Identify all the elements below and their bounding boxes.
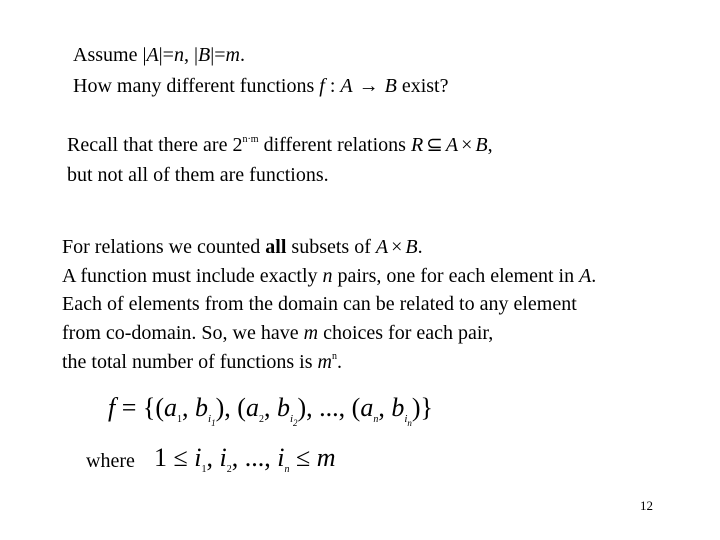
text: from co-domain. So, we have — [62, 322, 304, 344]
var-i: i — [208, 413, 212, 425]
text: ), ( — [215, 393, 246, 422]
subscript: 2 — [226, 464, 232, 475]
intro-line-1 — [73, 41, 245, 69]
subset-symbol: ⊆ — [426, 134, 443, 156]
var-b: b — [195, 393, 209, 422]
explain-line-1 — [62, 233, 423, 261]
text: . — [239, 44, 245, 66]
text: )} — [411, 393, 434, 422]
var-A: A — [445, 134, 459, 156]
emphasis: all — [265, 236, 287, 258]
text: , — [182, 393, 196, 422]
text: the total number of functions is — [62, 351, 318, 373]
var-i: i — [219, 443, 227, 472]
var-B: B — [405, 236, 418, 258]
text: pairs, one for each element in — [332, 265, 580, 287]
var-i: i — [194, 443, 202, 472]
text: , — [263, 393, 277, 422]
subscript — [404, 413, 412, 428]
text: |= — [210, 44, 226, 66]
var-f: f — [319, 75, 325, 97]
text: Assume | — [73, 44, 147, 66]
text: Recall that there are 2 — [67, 134, 243, 156]
var-i: i — [277, 443, 285, 472]
text: where — [86, 450, 135, 472]
text: different relations — [258, 134, 411, 156]
subscript: n — [373, 414, 379, 425]
var-A: A — [340, 75, 353, 97]
var-a: a — [245, 393, 259, 422]
var-A: A — [579, 265, 592, 287]
function-formula — [108, 393, 434, 428]
exponent: n — [331, 351, 337, 362]
page-number: 12 — [640, 498, 653, 513]
times-symbol: × — [461, 134, 473, 156]
var-i: i — [404, 413, 408, 425]
arrow-symbol: → — [358, 75, 379, 97]
text: = {( — [115, 393, 165, 422]
var-m: m — [317, 351, 332, 373]
text: choices for each pair, — [318, 322, 494, 344]
text: subsets of — [286, 236, 376, 258]
var-R: R — [410, 134, 424, 156]
text: 1 ≤ — [154, 443, 195, 472]
text: , — [378, 393, 392, 422]
var-i: i — [289, 413, 293, 425]
subscript: 2 — [293, 418, 298, 428]
recall-line-2 — [67, 161, 329, 189]
subscript — [208, 413, 216, 428]
subscript — [289, 413, 298, 428]
subscript: 1 — [201, 464, 207, 475]
var-B: B — [197, 44, 211, 66]
text: . — [417, 236, 423, 258]
text: exist? — [396, 75, 449, 97]
subscript: n — [407, 418, 412, 428]
var-A: A — [375, 236, 389, 258]
var-b: b — [391, 393, 405, 422]
var-a: a — [164, 393, 178, 422]
exponent: n·m — [242, 134, 259, 145]
explain-line-5 — [62, 348, 342, 376]
var-f: f — [108, 393, 116, 422]
var-A: A — [146, 44, 159, 66]
text: , — [206, 443, 220, 472]
var-m: m — [225, 44, 240, 66]
recall-line-1 — [67, 131, 493, 159]
text: . — [591, 265, 597, 287]
var-n: n — [173, 44, 184, 66]
text: A function must include exactly — [62, 265, 323, 287]
text: . — [336, 351, 342, 373]
text: , | — [183, 44, 198, 66]
var-m: m — [303, 322, 319, 344]
var-n: n — [322, 265, 333, 287]
text: ), ..., ( — [297, 393, 361, 422]
var-B: B — [475, 134, 488, 156]
text: but not all of them are functions. — [67, 164, 329, 186]
text: ≤ — [289, 443, 317, 472]
where-label — [86, 447, 135, 475]
subscript: n — [284, 464, 290, 475]
text: : — [324, 75, 341, 97]
text: For relations we counted — [62, 236, 266, 258]
var-b: b — [276, 393, 290, 422]
text: Each of elements from the domain can be related to any element — [62, 293, 577, 315]
text: |= — [158, 44, 174, 66]
text: , — [487, 134, 493, 156]
text: How many different functions — [73, 75, 320, 97]
intro-line-2 — [73, 72, 448, 100]
explain-line-2 — [62, 262, 596, 290]
var-a: a — [360, 393, 374, 422]
where-condition — [154, 443, 336, 473]
var-B: B — [384, 75, 397, 97]
subscript: 1 — [211, 418, 216, 428]
subscript: 1 — [177, 414, 183, 425]
explain-line-4 — [62, 319, 493, 347]
times-symbol: × — [391, 236, 403, 258]
text: , ..., — [231, 443, 278, 472]
subscript: 2 — [258, 414, 264, 425]
var-m: m — [316, 443, 336, 472]
explain-line-3 — [62, 290, 577, 318]
